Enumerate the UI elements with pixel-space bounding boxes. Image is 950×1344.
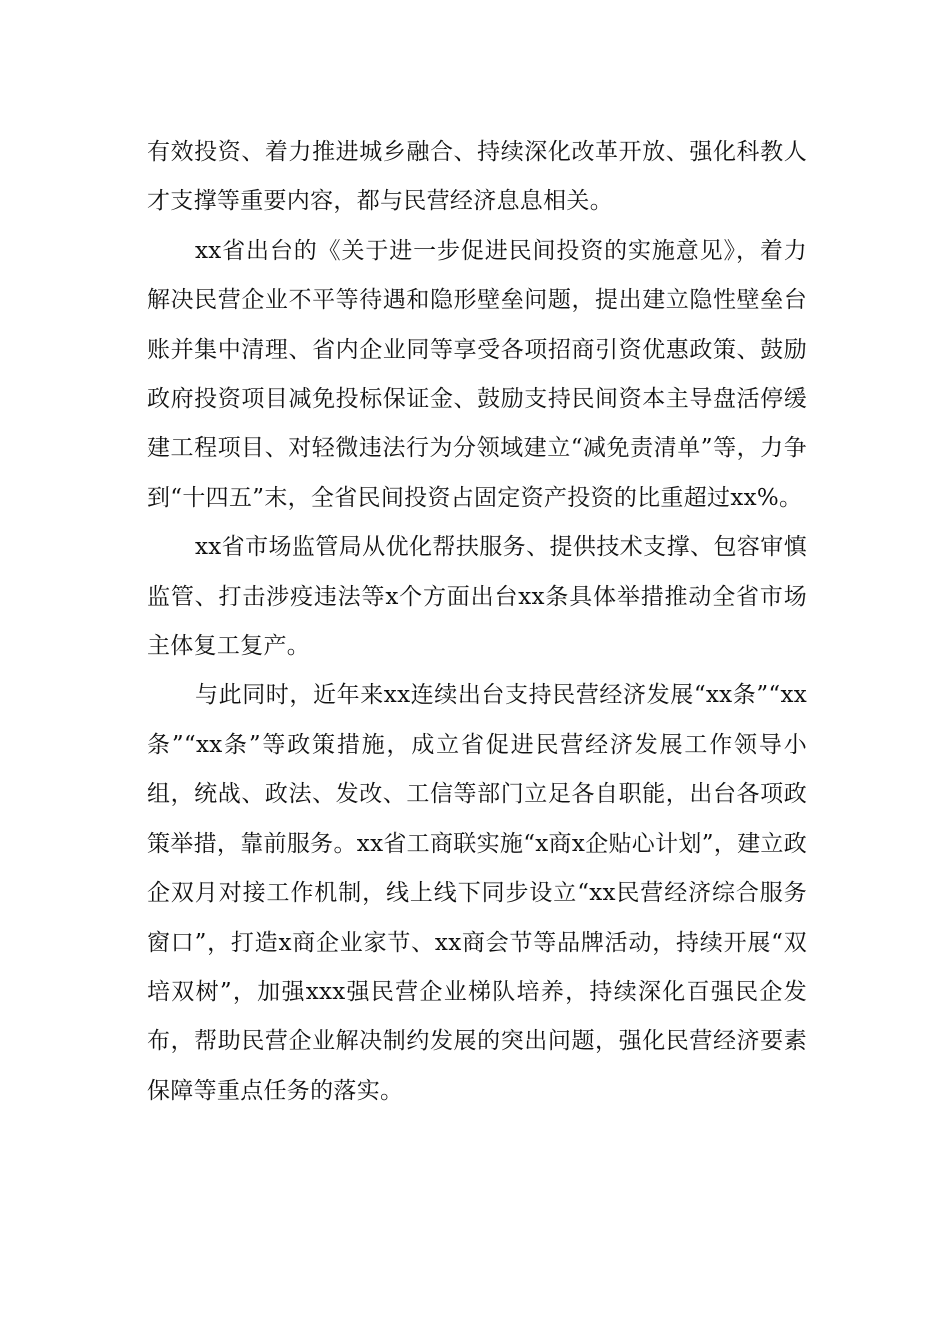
paragraph-continued: 有效投资、着力推进城乡融合、持续深化改革开放、强化科教人才支撑等重要内容，都与民营经济息息相关。 bbox=[147, 139, 807, 215]
paragraph-private-investment-opinions: xx省出台的《关于进一步促进民间投资的实施意见》，着力解决民营企业不平等待遇和隐形壁垒问题，提出建立隐性壁垒台账并集中清理、省内企业同等享受各项招商引资优惠政策、鼓励政府投资项目减免投标保证金、鼓励支持民间资本主导盘活停缓建工程项目、对轻微违法行为分领域建立“减免责清单”等，力争到“十四五”末，全省民间投资占固定资产投资的比重超过xx%。 bbox=[147, 237, 807, 511]
document-body bbox=[147, 128, 807, 1116]
paragraph-market-supervision: xx省市场监管局从优化帮扶服务、提供技术支撑、包容审慎监管、打击涉疫违法等x个方面出台xx条具体举措推动全省市场主体复工复产。 bbox=[147, 534, 807, 660]
paragraph-policy-measures: 与此同时，近年来xx连续出台支持民营经济发展“xx条”“xx条”“xx条”等政策措施，成立省促进民营经济发展工作领导小组，统战、政法、发改、工信等部门立足各自职能，出台各项政策举措，靠前服务。xx省工商联实施“x商x企贴心计划”，建立政企双月对接工作机制，线上线下同步设立“xx民营经济综合服务窗口”，打造x商企业家节、xx商会节等品牌活动，持续开展“双培双树”，加强xxx强民营企业梯队培养，持续深化百强民企发布，帮助民营企业解决制约发展的突出问题，强化民营经济要素保障等重点任务的落实。 bbox=[147, 682, 807, 1104]
